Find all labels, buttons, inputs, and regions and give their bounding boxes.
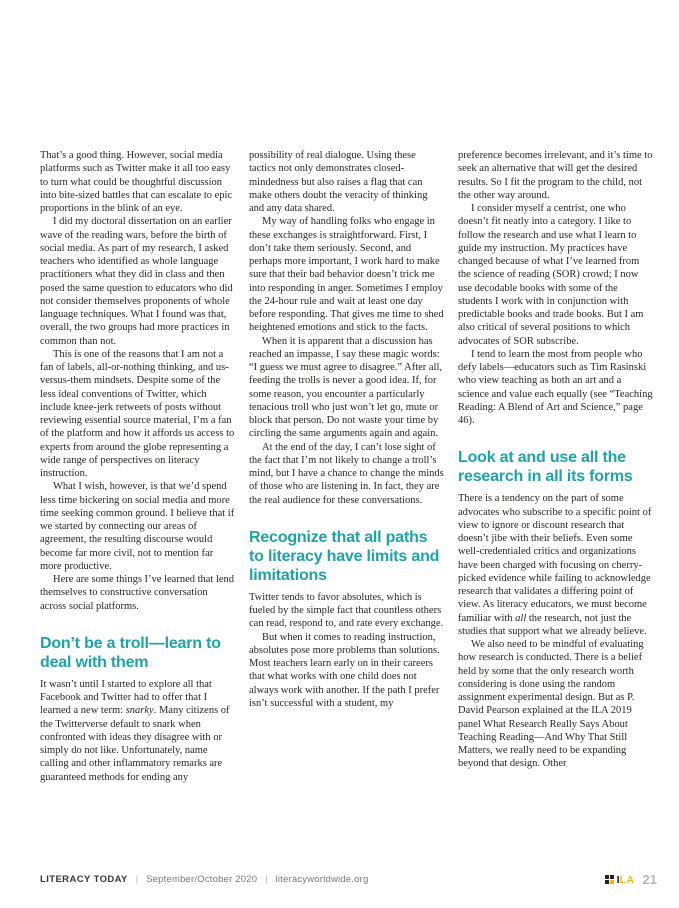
footer-left <box>40 874 368 885</box>
paragraph: Here are some things I’ve learned that lend themselves to constructive conversation across social platforms. <box>40 574 235 612</box>
article-column-1 <box>40 149 235 784</box>
section-heading: Recognize that all paths to literacy have limits and limitations <box>249 528 440 584</box>
ila-logo-mark-icon <box>605 875 614 884</box>
paragraph: What I wish, however, is that we’d spend less time bickering on social media and more time seeking common ground. I believe that if we started by connecting our areas of agreement, the resulting discourse would become far more civil, not to mention far more productive. <box>40 481 235 572</box>
paragraph: I tend to learn the most from people who defy labels—educators such as Tim Rasinski who view teaching as both an art and a science and value each equally (see “Teaching Reading: A Blend of Art and Science,” page 46). <box>458 348 653 426</box>
paragraph: Twitter tends to favor absolutes, which is fueled by the simple fact that countless others can read, respond to, and rate every exchange. <box>249 591 444 630</box>
ila-logo <box>605 874 635 886</box>
article-columns <box>40 149 653 784</box>
paragraph: This is one of the reasons that I am not a fan of labels, all-or-nothing thinking, and us-versus-them mindsets. Despite some of the less ideal conventions of Twitter, which include knee-jerk retweets of posts without reviewing essential source material, I’m a fan of the platform and how it affords us access to experts from around the globe representing a wide range of perspectives on literacy instruction. <box>40 348 235 479</box>
magazine-name: LITERACY TODAY <box>40 874 128 885</box>
paragraph: There is a tendency on the part of some advocates who subscribe to a specific point of view to ignore or discount research that doesn’t jibe with their beliefs. Even some well-credentialed critics and organizations have been charged with focusing on cherry-picked evidence while failing to acknowledge research that validates a differing point of view. As literacy educators, we must become familiar with all the research, not just the studies that support what we already believe. <box>458 493 652 637</box>
page-number: 21 <box>642 872 657 887</box>
ila-logo-text: LA <box>619 873 635 886</box>
paragraph: It wasn’t until I started to explore all that Facebook and Twitter had to offer that I learned a new term: snarky. Many citizens of the Twitterverse default to snark when confronted with ideas they disagree with or simply do not like. Unfortunately, name calling and other inflammatory remarks are guaranteed methods for ending any <box>40 678 230 783</box>
paragraph: We also need to be mindful of evaluating how research is conducted. There is a belief held by some that the only research worth considering is done using the random assignment experimental design. But as P. David Pearson explained at the ILA 2019 panel What Research Really Says About Teaching Reading—And Why That Still Matters, we really need to be expanding beyond that design. Other <box>458 639 644 770</box>
ila-logo-text: I <box>616 873 620 886</box>
article-column-3 <box>458 149 653 784</box>
paragraph: possibility of real dialogue. Using these tactics not only demonstrates closed-mindedness but also raises a flag that can make others doubt the veracity of thinking and any data shared. <box>249 150 428 214</box>
page-footer <box>40 872 657 887</box>
paragraph: I did my doctoral dissertation on an earlier wave of the reading wars, before the birth of social media. As part of my research, I asked teachers who identified as whole language practitioners what they did in class and then posed the same question to educators who did not consider themselves proponents of whole language techniques. What I found was that, overall, the two groups had more practices in common than not. <box>40 216 233 347</box>
paragraph: At the end of the day, I can’t lose sight of the fact that I’m not likely to change a troll’s mind, but I have a chance to change the minds of those who are listening in. In fact, they are the real audience for these conversations. <box>249 441 444 506</box>
paragraph: That’s a good thing. However, social media platforms such as Twitter make it all too easy to turn what could be thoughtful discussion into bite-sized battles that can escalate to epic proportions in the blink of an eye. <box>40 150 233 214</box>
footer-right <box>605 872 657 887</box>
paragraph: When it is apparent that a discussion has reached an impasse, I say these magic words: “I guess we must agree to disagree.” After all, feeding the trolls is never a good idea. If, for some reason, you encounter a particularly tenacious troll who just won’t let go, mute or block that person. Do not waste your time by circling the same arguments again and again. <box>249 335 443 440</box>
footer-separator: | <box>135 874 139 884</box>
issue-date: September/October 2020 <box>146 874 258 885</box>
section-heading: Look at and use all the research in all its forms <box>458 449 633 486</box>
article-column-2 <box>249 149 444 784</box>
paragraph: preference becomes irrelevant, and it’s time to seek an alternative that will get the desired results. So I fit the program to the child, not the other way around. <box>458 150 653 201</box>
section-heading: Don’t be a troll—learn to deal with them <box>40 634 221 671</box>
paragraph: But when it comes to reading instruction, absolutes pose more problems than solutions. Most teachers learn early on in their careers that what works with one child does not always work with another. If the path I prefer isn’t successful with a student, my <box>249 631 440 709</box>
website-url: literacyworldwide.org <box>275 874 369 885</box>
footer-separator: | <box>265 874 268 884</box>
paragraph: I consider myself a centrist, one who doesn’t fit neatly into a category. I like to follow the research and use what I learn to guide my instruction. My practices have changed because of what I’ve learned from the science of reading (SOR) crowd; I now use decodable books with some of the students I work with in conjunction with predictable books and trade books. But I am also critical of several positions to which advocates of SOR subscribe. <box>458 203 644 347</box>
paragraph: My way of handling folks who engage in these exchanges is straightforward. First, I don’t take them seriously. Second, and perhaps more important, I work hard to make sure that their bad behavior doesn’t trick me into responding in anger. Sometimes I employ the 24-hour rule and wait at least one day before responding. That gives me time to shed heightened emotions and stick to the facts. <box>249 216 444 334</box>
